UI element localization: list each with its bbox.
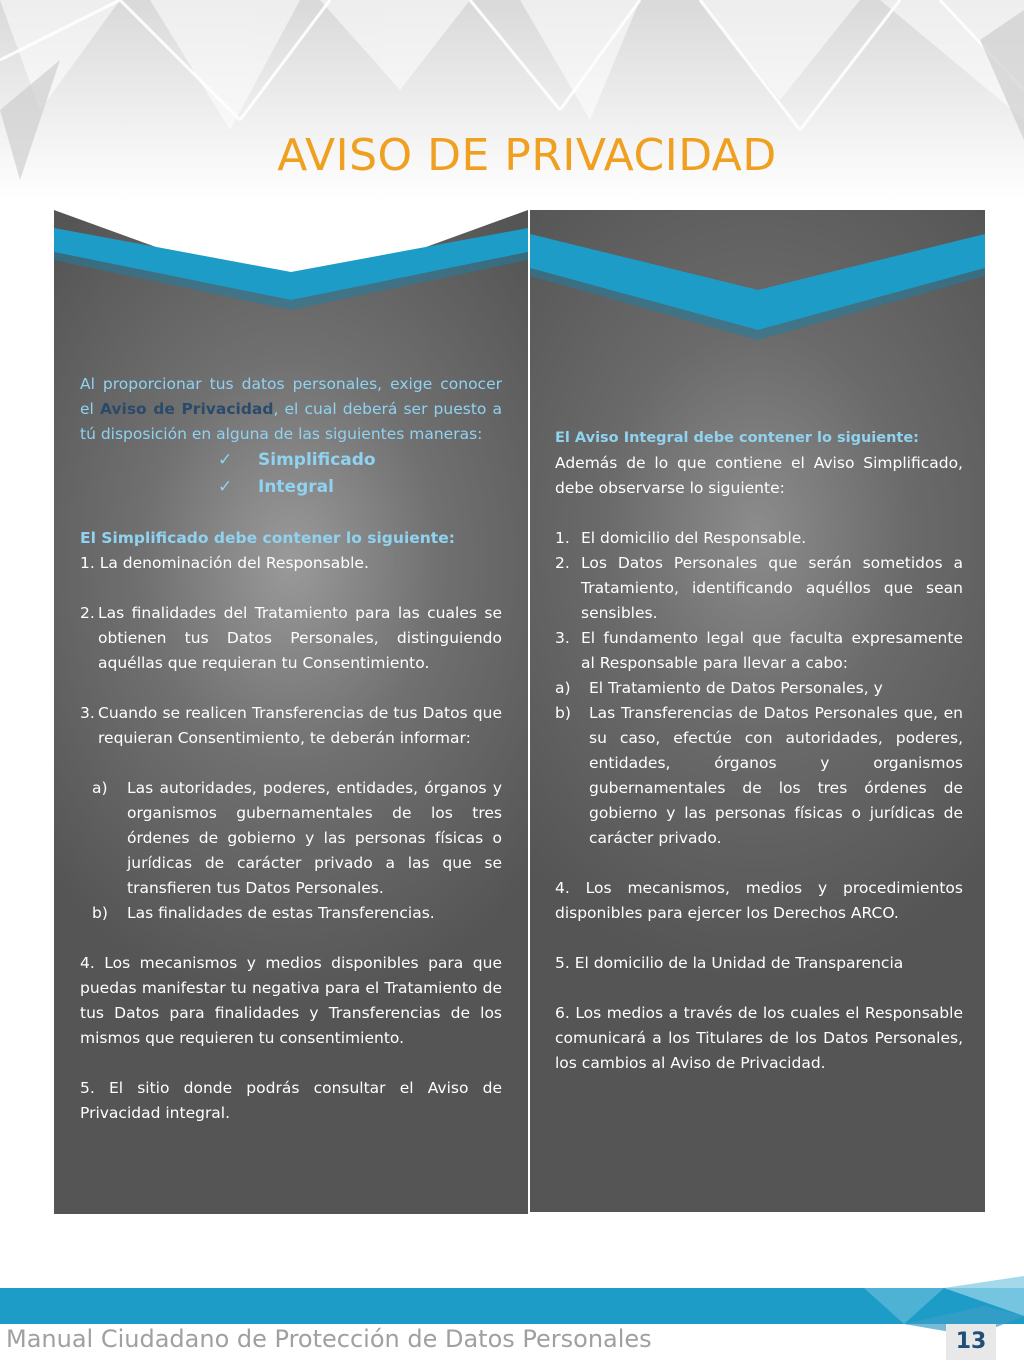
- list-item: 2. Los Datos Personales que serán sometidos a Tratamiento, identificando aquéllos que sean sensibles.: [555, 554, 963, 622]
- right-panel: [530, 210, 985, 1212]
- simplified-heading: El Simplificado debe contener lo siguiente:: [80, 529, 455, 547]
- list-item: 5. El sitio donde podrás consultar el Aviso de Privacidad integral.: [80, 1079, 502, 1122]
- list-item: 3. Cuando se realicen Transferencias de tus Datos que requieran Consentimiento, te deberán informar:: [80, 704, 502, 747]
- list-item: 3. El fundamento legal que faculta expresamente al Responsable para llevar a cabo:: [555, 629, 963, 672]
- list-item: 5. El domicilio de la Unidad de Transparencia: [555, 954, 904, 972]
- option-simplificado: ✓ Simplificado: [80, 447, 502, 474]
- checkmark-icon: ✓: [218, 450, 233, 470]
- sub-list-item: a) El Tratamiento de Datos Personales, y: [555, 679, 883, 697]
- page-number: 13: [946, 1324, 996, 1360]
- manual-title: Manual Ciudadano de Protección de Datos Personales: [6, 1325, 652, 1353]
- list-item: 1. La denominación del Responsable.: [80, 554, 369, 572]
- list-item: 6. Los medios a través de los cuales el Responsable comunicará a los Titulares de los Datos Personales, los cambios al Aviso de Privacidad.: [555, 1004, 963, 1072]
- blue-chevron-ribbon: [54, 210, 528, 310]
- list-item: 1. El domicilio del Responsable.: [555, 529, 807, 547]
- option-integral: ✓ Integral: [80, 474, 502, 501]
- intro-paragraph: Al proporcionar tus datos personales, exige conocer el Aviso de Privacidad, el cual deberá ser puesto a tú disposición en alguna de las siguientes maneras:: [80, 375, 502, 443]
- sub-list-item: b) Las finalidades de estas Transferencias.: [92, 904, 435, 922]
- integral-heading: El Aviso Integral debe contener lo siguiente:: [555, 430, 919, 446]
- sub-list-item: a) Las autoridades, poderes, entidades, órganos y organismos gubernamentales de los tres órdenes de gobierno y las personas físicas o jurídicas de carácter privado a las que se transfieren tus Datos Personales.: [92, 779, 502, 897]
- list-item: 2. Las finalidades del Tratamiento para las cuales se obtienen tus Datos Personales, distinguiendo aquéllas que requieran tu Consentimiento.: [80, 604, 502, 672]
- list-item: 4. Los mecanismos y medios disponibles para que puedas manifestar tu negativa para el Tratamiento de tus Datos para finalidades y Transferencias de los mismos que requieren tu consentimiento.: [80, 954, 502, 1047]
- right-panel-content: [555, 426, 963, 1076]
- sub-list-item: b) Las Transferencias de Datos Personales que, en su caso, efectúe con autoridades, poderes, entidades, órganos y organismos gubernamentales de los tres órdenes de gobierno y las personas físicas o jurídicas de carácter privado.: [555, 704, 963, 847]
- left-panel: [54, 210, 528, 1214]
- aviso-de-privacidad-emphasis: Aviso de Privacidad: [99, 400, 274, 418]
- integral-intro: Además de lo que contiene el Aviso Simplificado, debe observarse lo siguiente:: [555, 454, 963, 497]
- page-title: AVISO DE PRIVACIDAD: [277, 130, 777, 181]
- list-item: 4. Los mecanismos, medios y procedimientos disponibles para ejercer los Derechos ARCO.: [555, 879, 963, 922]
- checkmark-icon: ✓: [218, 477, 233, 497]
- blue-chevron-ribbon: [530, 210, 985, 350]
- left-panel-content: [80, 372, 502, 1126]
